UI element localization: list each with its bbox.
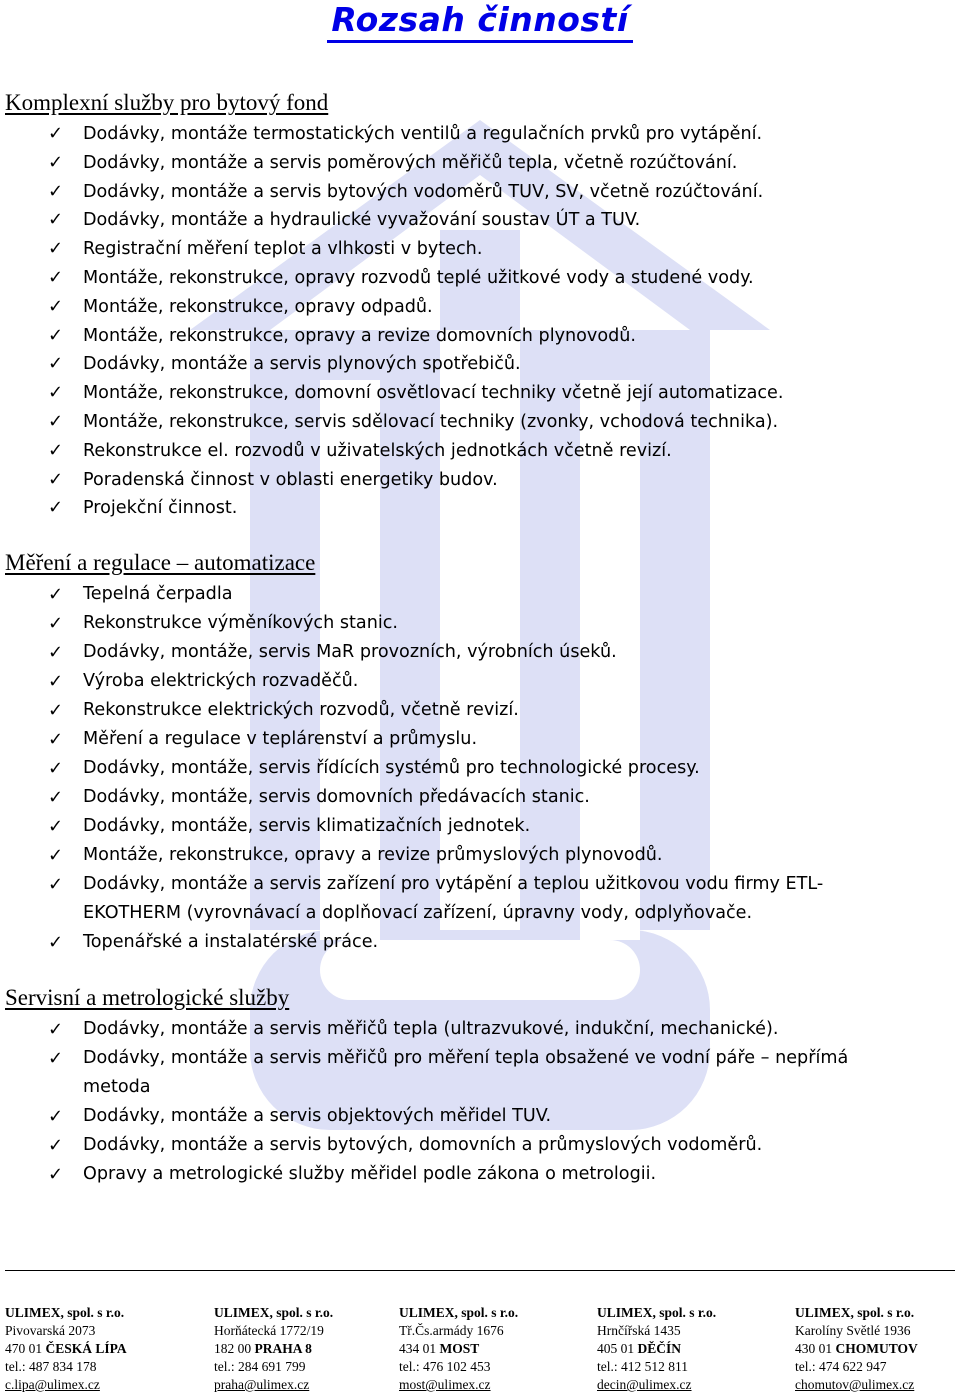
checkmark-icon: ✓ — [48, 151, 64, 173]
list-item: ✓ Měření a regulace v teplárenství a průmyslu. — [0, 725, 903, 754]
branch-phone: tel.: 487 834 178 — [5, 1359, 97, 1374]
section-heading-mereni: Měření a regulace – automatizace — [5, 550, 316, 575]
list-komplexni — [0, 120, 783, 523]
branch-city: 182 00 PRAHA 8 — [214, 1341, 312, 1356]
checkmark-icon: ✓ — [48, 238, 64, 260]
checkmark-icon: ✓ — [48, 209, 64, 231]
checkmark-icon: ✓ — [48, 1135, 64, 1156]
checkmark-icon: ✓ — [48, 729, 64, 750]
checkmark-icon: ✓ — [48, 266, 64, 288]
checkmark-icon: ✓ — [48, 1106, 64, 1127]
branch-street: Hrnčířská 1435 — [597, 1323, 681, 1338]
branch-firm: ULIMEX, spol. s r.o. — [214, 1305, 334, 1320]
list-mereni — [0, 580, 903, 957]
list-item: ✓ Dodávky, montáže a servis poměrových měřičů tepla, včetně rozúčtování. — [0, 149, 783, 178]
list-item: ✓ Montáže, rekonstrukce, opravy rozvodů teplé užitkové vody a studené vody. — [0, 264, 783, 293]
list-item: ✓ Poradenská činnost v oblasti energetiky budov. — [0, 466, 783, 495]
list-item: ✓ Projekční činnost. — [0, 494, 783, 523]
list-item: ✓ Rekonstrukce elektrických rozvodů, včetně revizí. — [0, 696, 903, 725]
checkmark-icon: ✓ — [48, 816, 64, 837]
branch-email-link[interactable]: praha@ulimex.cz — [214, 1377, 310, 1392]
branch-street: Pivovarská 2073 — [5, 1323, 96, 1338]
list-item: ✓ Dodávky, montáže a servis bytových, domovních a průmyslových vodoměrů. — [0, 1131, 903, 1160]
list-item: ✓ Montáže, rekonstrukce, servis sdělovací techniky (zvonky, vchodová technika). — [0, 408, 783, 437]
checkmark-icon: ✓ — [48, 758, 64, 779]
checkmark-icon: ✓ — [48, 123, 64, 144]
checkmark-icon: ✓ — [48, 584, 64, 605]
section-heading-servisni: Servisní a metrologické služby — [5, 985, 290, 1010]
list-item: ✓ Tepelná čerpadla — [0, 580, 903, 609]
checkmark-icon: ✓ — [48, 382, 64, 404]
list-item: ✓ Topenářské a instalatérské práce. — [0, 928, 903, 957]
list-item: ✓ Dodávky, montáže a servis měřičů tepla (ultrazvukové, indukční, mechanické). — [0, 1015, 903, 1044]
checkmark-icon: ✓ — [48, 874, 64, 895]
checkmark-icon: ✓ — [48, 700, 64, 721]
branch-phone: tel.: 476 102 453 — [399, 1359, 491, 1374]
checkmark-icon: ✓ — [48, 845, 64, 866]
checkmark-icon: ✓ — [48, 497, 64, 519]
branch-email-link[interactable]: c.lipa@ulimex.cz — [5, 1377, 100, 1392]
checkmark-icon: ✓ — [48, 410, 64, 432]
list-item: ✓ Montáže, rekonstrukce, opravy a revize průmyslových plynovodů. — [0, 841, 903, 870]
list-item: ✓ Dodávky, montáže, servis klimatizačních jednotek. — [0, 812, 903, 841]
checkmark-icon: ✓ — [48, 295, 64, 317]
checkmark-icon: ✓ — [48, 1019, 64, 1040]
list-item: ✓ Montáže, rekonstrukce, opravy a revize domovních plynovodů. — [0, 322, 783, 351]
list-item: ✓ Dodávky, montáže a servis zařízení pro vytápění a teplou užitkovou vodu firmy ETL-EKOTHERM (vyrovnávací a doplňovací zařízení, úpravny vody, odplyňovače. — [0, 870, 903, 928]
list-item: ✓ Registrační měření teplot a vlhkosti v bytech. — [0, 235, 783, 264]
branch-email-link[interactable]: chomutov@ulimex.cz — [795, 1377, 915, 1392]
list-item: ✓ Výroba elektrických rozvaděčů. — [0, 667, 903, 696]
checkmark-icon: ✓ — [48, 787, 64, 808]
branch-firm: ULIMEX, spol. s r.o. — [5, 1305, 125, 1320]
branch-firm: ULIMEX, spol. s r.o. — [399, 1305, 519, 1320]
branch-city: 470 01 ČESKÁ LÍPA — [5, 1341, 127, 1356]
footer-branch-praha — [214, 1304, 333, 1394]
list-item: ✓ Dodávky, montáže, servis řídících systémů pro technologické procesy. — [0, 754, 903, 783]
branch-city: 405 01 DĚČÍN — [597, 1341, 682, 1356]
branch-street: Karolíny Světlé 1936 — [795, 1323, 911, 1338]
branch-street: Horňátecká 1772/19 — [214, 1323, 324, 1338]
branch-phone: tel.: 474 622 947 — [795, 1359, 887, 1374]
checkmark-icon: ✓ — [48, 180, 64, 202]
branch-city: 430 01 CHOMUTOV — [795, 1341, 918, 1356]
branch-firm: ULIMEX, spol. s r.o. — [597, 1305, 717, 1320]
checkmark-icon: ✓ — [48, 932, 64, 953]
list-item: ✓ Dodávky, montáže, servis domovních předávacích stanic. — [0, 783, 903, 812]
branch-phone: tel.: 284 691 799 — [214, 1359, 306, 1374]
section-heading-komplexni: Komplexní služby pro bytový fond — [5, 90, 329, 115]
list-item: ✓ Rekonstrukce výměníkových stanic. — [0, 609, 903, 638]
list-item: ✓ Dodávky, montáže a servis plynových spotřebičů. — [0, 350, 783, 379]
branch-phone: tel.: 412 512 811 — [597, 1359, 688, 1374]
footer-divider — [5, 1270, 955, 1271]
checkmark-icon: ✓ — [48, 613, 64, 634]
list-item: ✓ Montáže, rekonstrukce, domovní osvětlovací techniky včetně její automatizace. — [0, 379, 783, 408]
footer-branch-decin — [597, 1304, 716, 1394]
checkmark-icon: ✓ — [48, 353, 64, 375]
checkmark-icon: ✓ — [48, 439, 64, 461]
list-item: ✓ Dodávky, montáže, servis MaR provozních, výrobních úseků. — [0, 638, 903, 667]
branch-email-link[interactable]: most@ulimex.cz — [399, 1377, 491, 1392]
checkmark-icon: ✓ — [48, 324, 64, 346]
list-item: ✓ Opravy a metrologické služby měřidel podle zákona o metrologii. — [0, 1160, 903, 1189]
branch-street: Tř.Čs.armády 1676 — [399, 1323, 504, 1338]
footer-branch-chomutov — [795, 1304, 918, 1394]
list-item: ✓ Dodávky, montáže a servis měřičů pro měření tepla obsažené ve vodní páře – nepřímá metoda — [0, 1044, 903, 1102]
list-item: ✓ Montáže, rekonstrukce, opravy odpadů. — [0, 293, 783, 322]
branch-email-link[interactable]: decin@ulimex.cz — [597, 1377, 692, 1392]
list-item: ✓ Dodávky, montáže termostatických ventilů a regulačních prvků pro vytápění. — [0, 120, 783, 149]
checkmark-icon: ✓ — [48, 1164, 64, 1185]
list-item: ✓ Dodávky, montáže a servis objektových měřidel TUV. — [0, 1102, 903, 1131]
branch-city: 434 01 MOST — [399, 1341, 480, 1356]
footer-branch-ceska-lipa — [5, 1304, 127, 1394]
list-item: ✓ Dodávky, montáže a hydraulické vyvažování soustav ÚT a TUV. — [0, 206, 783, 235]
checkmark-icon: ✓ — [48, 1048, 64, 1069]
list-item: ✓ Rekonstrukce el. rozvodů v uživatelských jednotkách včetně revizí. — [0, 437, 783, 466]
checkmark-icon: ✓ — [48, 642, 64, 663]
list-item: ✓ Dodávky, montáže a servis bytových vodoměrů TUV, SV, včetně rozúčtování. — [0, 178, 783, 207]
checkmark-icon: ✓ — [48, 671, 64, 692]
footer-branch-most — [399, 1304, 518, 1394]
list-servisni — [0, 1015, 903, 1189]
branch-firm: ULIMEX, spol. s r.o. — [795, 1305, 915, 1320]
page-title: Rozsah činností — [0, 0, 960, 43]
checkmark-icon: ✓ — [48, 468, 64, 490]
